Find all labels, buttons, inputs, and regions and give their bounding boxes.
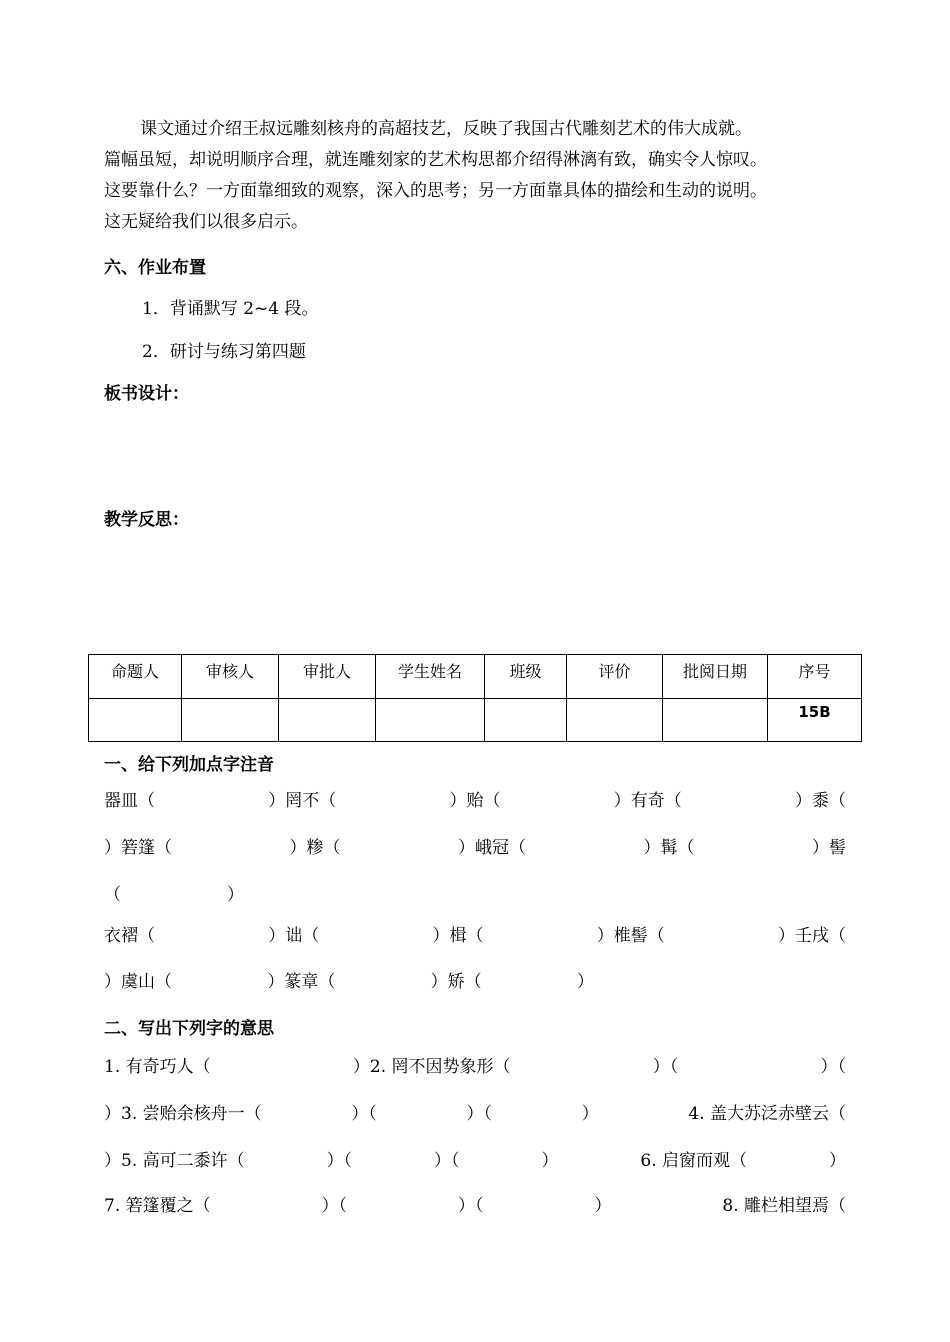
pinyin-item: 器皿（ (104, 791, 155, 811)
table-header-cell: 序号 (768, 655, 862, 699)
meaning-item: ） (581, 1104, 599, 1124)
table-header-cell: 审批人 (279, 655, 376, 699)
meaning-item: ） (541, 1151, 559, 1171)
table-header-cell: 批阅日期 (663, 655, 768, 699)
meaning-item: ）2. 罔不因势象形（ (352, 1057, 511, 1077)
pinyin-item: ）诎（ (268, 926, 320, 946)
pinyin-item: ）髯（ (643, 838, 695, 858)
meaning-item: ）3. 尝贻余核舟一（ (104, 1104, 262, 1124)
pinyin-item: ）峨冠（ (458, 838, 526, 858)
meaning-item: ）（ (434, 1151, 460, 1171)
section2-row (104, 1146, 846, 1171)
table-cell[interactable] (567, 699, 663, 742)
summary-line: 课文通过介绍王叔远雕刻核舟的高超技艺，反映了我国古代雕刻艺术的伟大成就。 (140, 119, 752, 139)
summary-paragraph (104, 114, 864, 238)
pinyin-item: ）壬戌（ (778, 926, 846, 946)
section2-row (104, 1191, 846, 1216)
meaning-item: ）（ (321, 1196, 348, 1216)
meaning-item: ）（ (652, 1057, 679, 1077)
pinyin-item: ）罔不（ (268, 791, 337, 811)
pinyin-item: ） (227, 885, 244, 905)
table-header-cell: 命题人 (89, 655, 182, 699)
pinyin-item: ）贻（ (449, 791, 501, 811)
pinyin-item: ）矫（ (430, 972, 482, 992)
homework-heading: 六、作业布置 (104, 258, 206, 278)
meaning-item: ）（ (820, 1057, 846, 1077)
pinyin-item: ）虞山（ (104, 972, 172, 992)
summary-line: 这要靠什么？一方面靠细致的观察，深入的思考；另一方面靠具体的描绘和生动的说明。 (104, 181, 767, 201)
section1-row (104, 967, 594, 992)
section1-row (104, 880, 244, 905)
table-header-cell: 评价 (567, 655, 663, 699)
homework-item: 1．背诵默写 2~4 段。 (142, 299, 319, 319)
meaning-item: ） (828, 1151, 846, 1171)
pinyin-item: ）箬篷（ (104, 838, 172, 858)
table-cell[interactable] (89, 699, 182, 742)
meaning-item: ）（ (466, 1104, 492, 1124)
pinyin-item: ）篆章（ (267, 972, 336, 992)
meaning-item: 1. 有奇巧人（ (104, 1057, 211, 1077)
pinyin-item: 衣褶（ (104, 926, 155, 946)
pinyin-item: ）有奇（ (613, 791, 682, 811)
pinyin-item: （ (104, 885, 121, 905)
table-header-cell: 班级 (485, 655, 567, 699)
info-table (88, 654, 862, 742)
section1-row (104, 921, 846, 946)
table-cell[interactable] (663, 699, 768, 742)
table-cell[interactable] (376, 699, 485, 742)
reflection-heading: 教学反思： (104, 510, 189, 530)
summary-line: 这无疑给我们以很多启示。 (104, 212, 308, 232)
pinyin-item: ）髻 (812, 838, 846, 858)
table-cell-serial: 15B (768, 699, 862, 742)
table-row (89, 699, 862, 742)
table-header-cell: 学生姓名 (376, 655, 485, 699)
summary-line: 篇幅虽短，却说明顺序合理，就连雕刻家的艺术构思都介绍得淋漓有致，确实令人惊叹。 (104, 150, 767, 170)
section2-row (104, 1099, 846, 1124)
meaning-item: 6. 启窗而观（ (640, 1151, 747, 1171)
meaning-item: 8. 雕栏相望焉（ (722, 1196, 846, 1216)
pinyin-item: ）糁（ (289, 838, 341, 858)
meaning-item: ） (594, 1196, 612, 1216)
meaning-item: 4. 盖大苏泛赤壁云（ (688, 1104, 846, 1124)
board-design-heading: 板书设计： (104, 384, 189, 404)
section1-row (104, 786, 846, 811)
pinyin-item: ）椎髻（ (596, 926, 665, 946)
pinyin-item: ） (576, 972, 594, 992)
homework-item: 2．研讨与练习第四题 (142, 342, 306, 362)
pinyin-item: ）黍（ (795, 791, 846, 811)
section2-heading: 二、写出下列字的意思 (104, 1019, 274, 1039)
section1-heading: 一、给下列加点字注音 (104, 755, 274, 775)
meaning-item: ）（ (351, 1104, 377, 1124)
section2-row (104, 1052, 846, 1077)
table-cell[interactable] (182, 699, 279, 742)
table-cell[interactable] (485, 699, 567, 742)
meaning-item: ）（ (458, 1196, 484, 1216)
section1-row (104, 833, 846, 858)
meaning-item: ）5. 高可二黍许（ (104, 1151, 245, 1171)
table-header-row (89, 655, 862, 699)
table-cell[interactable] (279, 699, 376, 742)
table-header-cell: 审核人 (182, 655, 279, 699)
meaning-item: 7. 箬篷覆之（ (104, 1196, 211, 1216)
pinyin-item: ）楫（ (432, 926, 484, 946)
meaning-item: ）（ (326, 1151, 353, 1171)
